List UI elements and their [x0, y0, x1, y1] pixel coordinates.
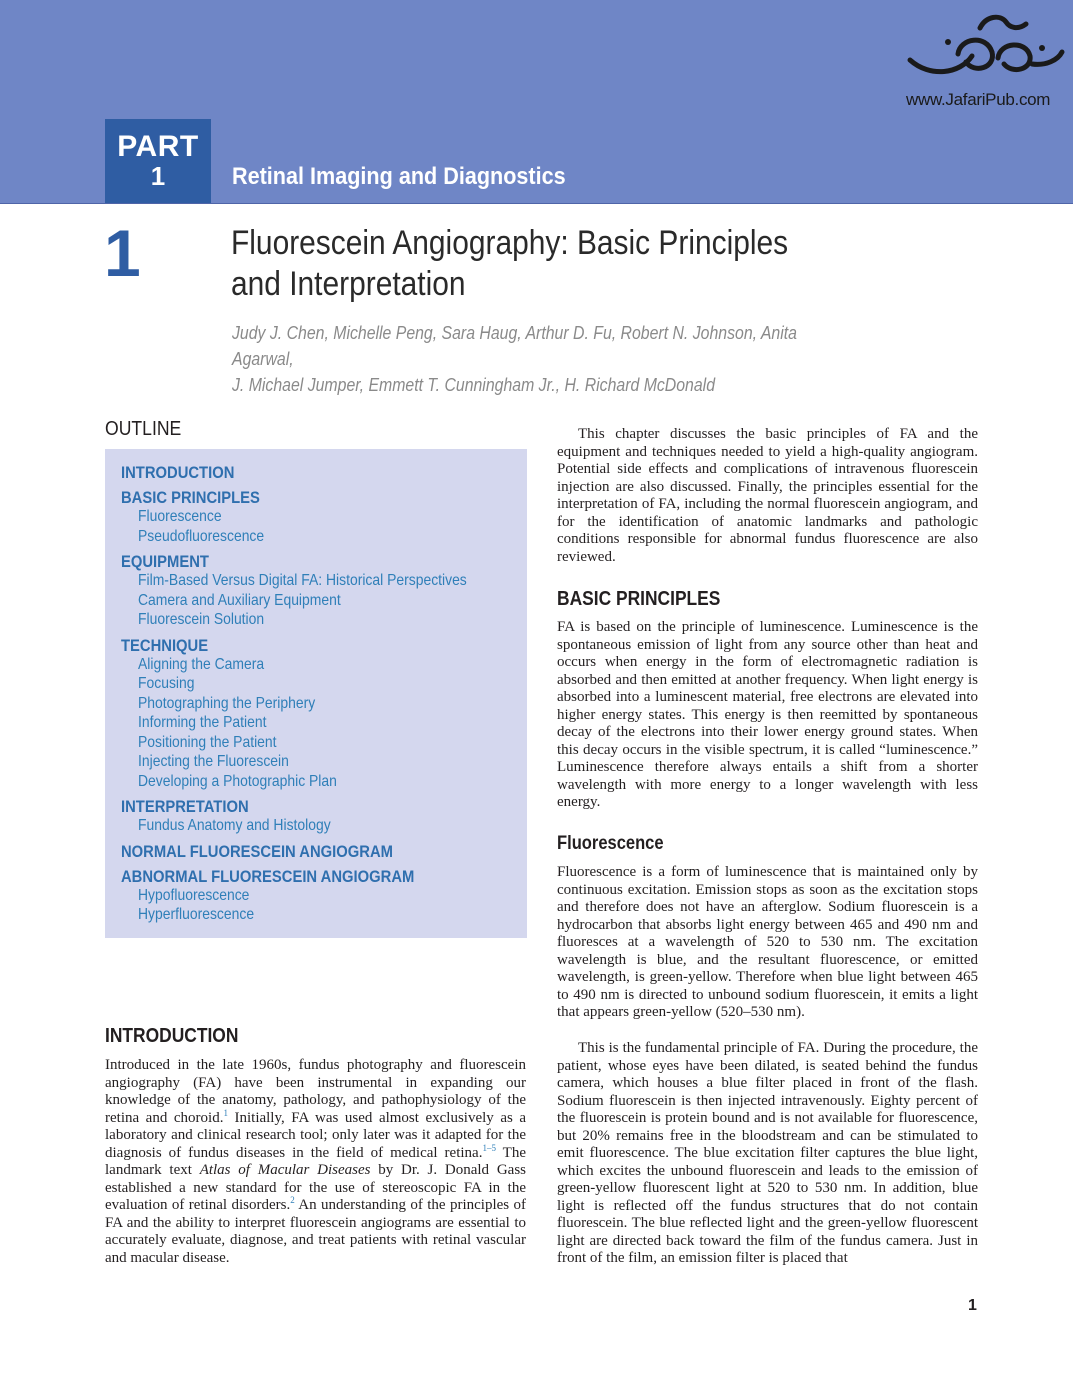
fluorescence-paragraph-2: This is the fundamental principle of FA. During the procedure, the patient, whose eyes have been dilated, is seated behind the fundus camera, which houses a blue filter placed in front of the flash. Sodium fluorescein is then injected intravenously. Eighty percent of the fluorescein is protein bound and is not available for fluorescence, but 20% remains free in the bloodstream and can be stimulated to emit fluorescence. The blue excitation filter captures the blue light, which excites the unbound fluorescein and leads to the emission of green-yellow fluorescent light at 520 to 530 nm. In addition, blue light is reflected off the fundus structures that do not contain fluorescein. The blue reflected light and the green-yellow fluorescent light are directed back toward the film of the fundus camera. Just in front of the film, an emission filter is placed that — [557, 1040, 978, 1266]
introduction-paragraph: Introduced in the late 1960s, fundus photography and fluorescein angiography (FA) have been instrumental in expanding our knowledge of the anatomy, pathology, and pathophysiology of the retina and choroid.$^1$ Initially, FA was used almost exclusively as a laboratory and clinical research tool; only later was it adapted for the diagnosis of fundus diseases in the field of medical retina.$^{1-5}$ The landmark text Atlas of Macular Diseases by Dr. J. Donald Gass established a new standard for the use of stereoscopic FA in the evaluation of retinal disorders.$^2$ An understanding of the principles of FA and the ability to interpret fluorescein angiograms are essential to accurately evaluate, diagnose, and treat patients with retinal vascular and macular disease. — [105, 1057, 527, 1266]
outline-subsection-link[interactable]: Informing the Patient — [138, 714, 267, 731]
publisher-logo — [900, 8, 1068, 114]
outline-subsection-link[interactable]: Aligning the Camera — [138, 655, 265, 673]
fluorescence-paragraph: Fluorescence is a form of luminescence that is maintained only by continuous excitation. Emission stops as soon as the excitation stops and therefore does not have an afterglow. Sodium fluorescein is a hydrocarbon that absorbs light energy between 465 and 490 nm and fluoresces at a wavelength of 520 to 530 nm. The excitation wavelength is blue, and the resultant fluorescence, or emitted wavelength, is green-yellow. Therefore when blue light between 465 to 490 nm is directed to unbound sodium fluorescein, it emits a light that appears green-yellow (520–530 nm). — [557, 864, 978, 1020]
outline-subsection-link[interactable]: Fluorescein Solution — [138, 611, 265, 628]
part-number: 1 — [150, 161, 166, 191]
header-divider — [0, 203, 1073, 204]
part-title: Retinal Imaging and Diagnostics — [232, 163, 566, 190]
outline-section-link[interactable]: TECHNIQUE — [121, 635, 209, 655]
basic-principles-paragraph: FA is based on the principle of luminescence. Luminescence is the spontaneous emission of light from any source other than heat and occurs when energy in the form of electromagnetic radiation is absorbed and then emitted at another frequency. When light energy is absorbed into a luminescent material, free electrons are elevated into higher energy states. This energy is then reemitted by spontaneous decay of the electrons into their lower energy ground states. When this decay occurs in the visible spectrum, it is called “luminescence.” Luminescence therefore always entails a shift from a shorter wavelength with more energy to a longer wavelength with less energy. — [557, 619, 978, 810]
chapter-intro-paragraph: This chapter discusses the basic principles of FA and the equipment and techniques needed to yield a high-quality angiogram. Potential side effects and complications of intravenous fluorescein injection are also discussed. Finally, the principles essential for the interpretation of FA, including the normal fluorescein angiogram, and for the identification of anatomic landmarks and pathologic conditions responsible for abnormal fundus fluorescence are also reviewed. — [557, 426, 978, 565]
part-badge — [105, 119, 211, 203]
fluorescence-heading: Fluorescence — [557, 833, 664, 854]
outline-subsection-link[interactable]: Fluorescence — [138, 508, 222, 525]
citation-link[interactable]: 2 — [290, 1195, 295, 1205]
outline-section-link[interactable]: NORMAL FLUORESCEIN ANGIOGRAM — [121, 841, 393, 861]
introduction-heading: INTRODUCTION — [105, 1025, 239, 1047]
outline-subsection-link[interactable]: Positioning the Patient — [138, 733, 277, 751]
watermark-url: www.JafariPub.com — [906, 90, 1051, 109]
outline-subsection-link[interactable]: Focusing — [138, 675, 195, 692]
part-label: PART — [117, 130, 199, 163]
outline-subsection-link[interactable]: Hypofluorescence — [138, 886, 250, 904]
outline-section-link[interactable]: EQUIPMENT — [121, 552, 209, 571]
outline-subsection-link[interactable]: Fundus Anatomy and Histology — [138, 817, 331, 834]
chapter-title: Fluorescein Angiography: Basic Principles and Interpretation — [231, 224, 789, 303]
authors-line: J. Michael Jumper, Emmett T. Cunningham Jr., H. Richard McDonald — [232, 375, 716, 395]
outline-section-link[interactable]: ABNORMAL FLUORESCEIN ANGIOGRAM — [121, 866, 415, 886]
outline-section-link[interactable]: INTERPRETATION — [121, 797, 249, 816]
chapter-authors — [232, 320, 848, 398]
outline-subsection-link[interactable]: Injecting the Fluorescein — [138, 753, 289, 770]
outline-section-link[interactable]: BASIC PRINCIPLES — [121, 488, 260, 507]
outline-subsection-link[interactable]: Hyperfluorescence — [138, 906, 255, 923]
basic-principles-heading: BASIC PRINCIPLES — [557, 588, 721, 610]
outline-section-link[interactable]: INTRODUCTION — [121, 463, 235, 482]
outline-box — [105, 449, 527, 938]
outline-subsection-link[interactable]: Camera and Auxiliary Equipment — [138, 591, 341, 609]
outline-subsection-link[interactable]: Film-Based Versus Digital FA: Historical Perspectives — [138, 572, 467, 589]
outline-heading: OUTLINE — [105, 418, 182, 440]
citation-link[interactable]: 1 — [223, 1107, 228, 1118]
authors-line: Judy J. Chen, Michelle Peng, Sara Haug, Arthur D. Fu, Robert N. Johnson, Anita Agarwal, — [232, 323, 797, 369]
citation-link[interactable]: 1–5 — [482, 1142, 496, 1153]
calligraphy-logo-icon — [900, 8, 1068, 90]
outline-subsection-link[interactable]: Photographing the Periphery — [138, 694, 316, 712]
page-number: 1 — [968, 1297, 977, 1314]
chapter-number: 1 — [104, 216, 141, 290]
outline-subsection-link[interactable]: Developing a Photographic Plan — [138, 772, 337, 790]
outline-subsection-link[interactable]: Pseudofluorescence — [138, 527, 265, 545]
